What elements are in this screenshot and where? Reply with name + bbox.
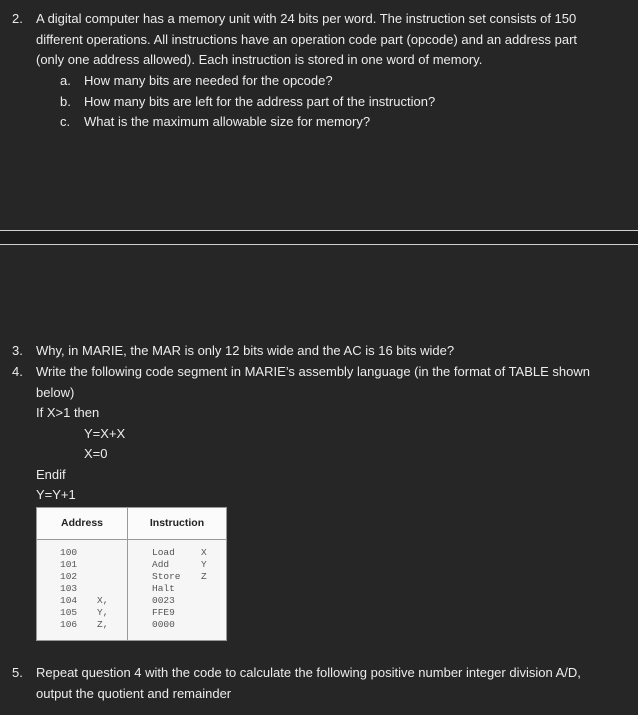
page-divider-bottom bbox=[0, 244, 638, 245]
q2-line-2: different operations. All instructions have an operation code part (opcode) and an address part bbox=[36, 32, 578, 47]
q2-sub-b-text: How many bits are left for the address part of the instruction? bbox=[84, 94, 436, 109]
q5-number: 5. bbox=[12, 665, 23, 680]
row-address: 101 bbox=[60, 559, 78, 570]
q3-text: Why, in MARIE, the MAR is only 12 bits wide and the AC is 16 bits wide? bbox=[36, 343, 455, 358]
table-header-instruction: Instruction bbox=[128, 508, 226, 539]
q2-line-3: (only one address allowed). Each instruction is stored in one word of memory. bbox=[36, 52, 483, 67]
row-address: 102 bbox=[60, 571, 78, 582]
row-operand: X bbox=[201, 547, 207, 558]
row-address: 100 bbox=[60, 547, 78, 558]
row-value: 0023 bbox=[152, 595, 175, 606]
q5-line-1: Repeat question 4 with the code to calculate the following positive number integer division A/D, bbox=[36, 665, 581, 680]
q2-sub-a-text: How many bits are needed for the opcode? bbox=[84, 73, 333, 88]
row-value: FFE9 bbox=[152, 607, 175, 618]
code-line-if: If X>1 then bbox=[36, 405, 100, 420]
row-opcode: Add bbox=[152, 559, 170, 570]
q4-line-1: Write the following code segment in MARIE’s assembly language (in the format of TABLE shown bbox=[36, 364, 590, 379]
page-divider-band bbox=[0, 231, 638, 244]
row-label: Y, bbox=[97, 607, 109, 618]
row-value: 0000 bbox=[152, 619, 175, 630]
row-operand: Z bbox=[201, 571, 207, 582]
code-line-assign-x: X=0 bbox=[84, 446, 108, 461]
row-address: 105 bbox=[60, 607, 78, 618]
q2-sub-c-label: c. bbox=[60, 114, 71, 129]
row-opcode: Load bbox=[152, 547, 175, 558]
q2-sub-b-label: b. bbox=[60, 94, 71, 109]
row-address: 104 bbox=[60, 595, 78, 606]
q2-sub-c-text: What is the maximum allowable size for memory? bbox=[84, 114, 371, 129]
row-label: X, bbox=[97, 595, 109, 606]
row-address: 103 bbox=[60, 583, 78, 594]
code-line-endif: Endif bbox=[36, 467, 66, 482]
q4-number: 4. bbox=[12, 364, 23, 379]
row-operand: Y bbox=[201, 559, 207, 570]
q5-line-2: output the quotient and remainder bbox=[36, 686, 232, 701]
table-column-divider bbox=[127, 539, 128, 640]
code-line-increment-y: Y=Y+1 bbox=[36, 487, 76, 502]
q2-line-1: A digital computer has a memory unit with 24 bits per word. The instruction set consists of 150 bbox=[36, 11, 577, 26]
row-opcode: Store bbox=[152, 571, 181, 582]
table-header-address: Address bbox=[37, 508, 128, 539]
row-opcode: Halt bbox=[152, 583, 175, 594]
q3-number: 3. bbox=[12, 343, 23, 358]
row-label: Z, bbox=[97, 619, 109, 630]
q2-number: 2. bbox=[12, 11, 23, 26]
marie-program-table bbox=[36, 507, 227, 641]
code-line-assign-y: Y=X+X bbox=[84, 426, 126, 441]
q4-line-2: below) bbox=[36, 385, 75, 400]
row-address: 106 bbox=[60, 619, 78, 630]
q2-sub-a-label: a. bbox=[60, 73, 71, 88]
table-header-divider bbox=[37, 539, 226, 540]
